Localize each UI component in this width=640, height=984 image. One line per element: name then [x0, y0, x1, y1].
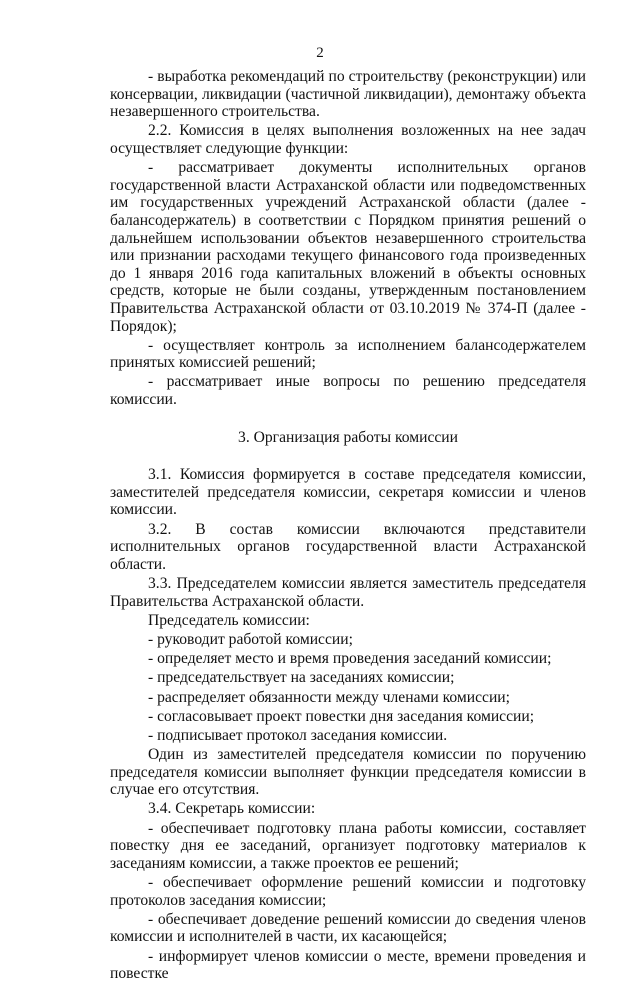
list-item: - согласовывает проект повестки дня заседания комиссии; [148, 707, 535, 725]
list-item: - обеспечивает оформление решений комиссии и подготовку протоколов заседания комиссии; [110, 874, 586, 909]
list-item: - информирует членов комиссии о месте, времени проведения и повестке [110, 947, 586, 983]
section-title: 3. Организация работы комиссии [238, 428, 458, 446]
document-body [110, 68, 586, 984]
list-item: - распределяет обязанности между членами комиссии; [148, 688, 510, 706]
paragraph: Председатель комиссии: [148, 611, 310, 629]
list-item: - обеспечивает доведение решений комиссии до сведения членов комиссии и исполнителей в части, их касающейся; [110, 910, 586, 946]
paragraph: - рассматривает иные вопросы по решению председателя комиссии. [110, 373, 586, 409]
paragraph: 3.2. В состав комиссии включаются представители исполнительных органов государственной власти Астраханской области. [110, 520, 586, 573]
list-item: - определяет место и время проведения заседаний комиссии; [148, 650, 552, 668]
paragraph: 2.2. Комиссия в целях выполнения возложенных на нее задач осуществляет следующие функции: [110, 122, 586, 157]
paragraph: Один из заместителей председателя комиссии по поручению председателя комиссии выполняет функции председателя комиссии в случае его отсутствия. [110, 746, 586, 799]
list-item: - подписывает протокол заседания комиссии. [148, 726, 448, 744]
list-item: - руководит работой комиссии; [148, 630, 353, 648]
page-number: 2 [316, 45, 324, 61]
paragraph: 3.3. Председателем комиссии является заместитель председателя Правительства Астраханской области. [110, 575, 586, 610]
list-item: - председательствует на заседаниях комиссии; [148, 669, 455, 687]
list-item: - обеспечивает подготовку плана работы комиссии, составляет повестку дня ее заседаний, организует подготовку материалов к заседаниям комиссии, а также проектов ее решений; [110, 819, 586, 872]
paragraph: 3.1. Комиссия формируется в составе председателя комиссии, заместителей председателя комиссии, секретаря комиссии и членов комиссии. [110, 466, 586, 519]
paragraph: - осуществляет контроль за исполнением балансодержателем принятых комиссией решений; [110, 336, 586, 372]
paragraph: - рассматривает документы исполнительных органов государственной власти Астраханской области или подведомственных им государственных учреждений Астраханской области (далее - балансодержатель) в соответствии с Порядком принятия решений о дальнейшем использовании объектов незавершенного строительства или признании расходами текущего финансового года произведенных до 1 января 2016 года капитальных вложений в объекты основных средств, которые не были созданы, утвержденным постановлением Правительства Астраханской области от 03.10.2019 № 374-П (далее - Порядок); [110, 159, 586, 335]
paragraph: 3.4. Секретарь комиссии: [148, 800, 316, 818]
paragraph: - выработка рекомендаций по строительству (реконструкции) или консервации, ликвидации (частичной ликвидации), демонтажу объекта незавершенного строительства. [110, 68, 586, 121]
